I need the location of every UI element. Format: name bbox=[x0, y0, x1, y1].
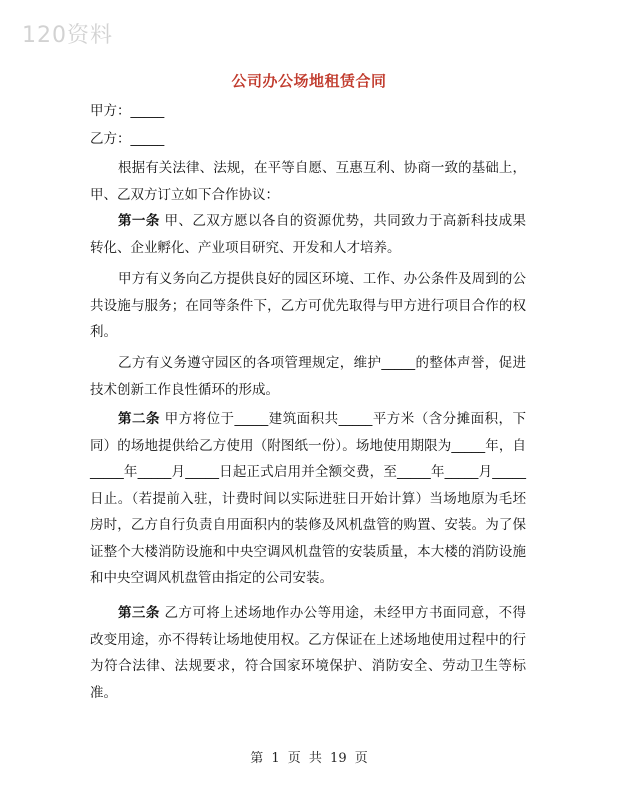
article-2-label: 第二条 bbox=[118, 411, 160, 427]
party-b-duty-paragraph: 乙方有义务遵守园区的各项管理规定，维护_____的整体声誉，促进技术创新工作良性循环的形成。 bbox=[90, 355, 526, 398]
article-3 bbox=[90, 600, 526, 706]
article-3-label: 第三条 bbox=[118, 605, 160, 621]
article-1 bbox=[90, 208, 526, 261]
party-b-line: 乙方：_____ bbox=[90, 131, 165, 147]
intro-paragraph: 根据有关法律、法规，在平等自愿、互惠互利、协商一致的基础上，甲、乙双方订立如下合作协议： bbox=[90, 160, 526, 203]
article-1-label: 第一条 bbox=[118, 213, 160, 229]
article-3-text: 乙方可将上述场地作办公等用途，未经甲方书面同意，不得改变用途，亦不得转让场地使用权。乙方保证在上述场地使用过程中的行为符合法律、法规要求，符合国家环境保护、消防安全、劳动卫生等标准。 bbox=[90, 605, 526, 701]
page-footer: 第 1 页 共 19 页 bbox=[250, 751, 368, 766]
article-2 bbox=[90, 406, 526, 592]
party-a-duty-paragraph: 甲方有义务向乙方提供良好的园区环境、工作、办公条件及周到的公共设施与服务；在同等条件下，乙方可优先取得与甲方进行项目合作的权利。 bbox=[90, 271, 526, 340]
article-1-text: 甲、乙双方愿以各自的资源优势，共同致力于高新科技成果转化、企业孵化、产业项目研究、开发和人才培养。 bbox=[90, 213, 526, 256]
watermark: 120资料 bbox=[22, 23, 113, 48]
party-a-line: 甲方：_____ bbox=[90, 103, 165, 119]
document-title: 公司办公场地租赁合同 bbox=[231, 72, 387, 90]
article-2-text: 甲方将位于_____建筑面积共_____平方米（含分摊面积，下同）的场地提供给乙方使用（附图纸一份）。场地使用期限为_____年，自_____年_____月_____日起正式启用并全额交费，至_____年_____月_____日止。（若提前入驻，计费时间以实际进驻日开始计算）当场地原为毛坯房时，乙方自行负责自用面积内的装修及风机盘管的购置、安装。为了保证整个大楼消防设施和中央空调风机盘管的安装质量，本大楼的消防设施和中央空调风机盘管由指定的公司安装。 bbox=[90, 411, 527, 586]
